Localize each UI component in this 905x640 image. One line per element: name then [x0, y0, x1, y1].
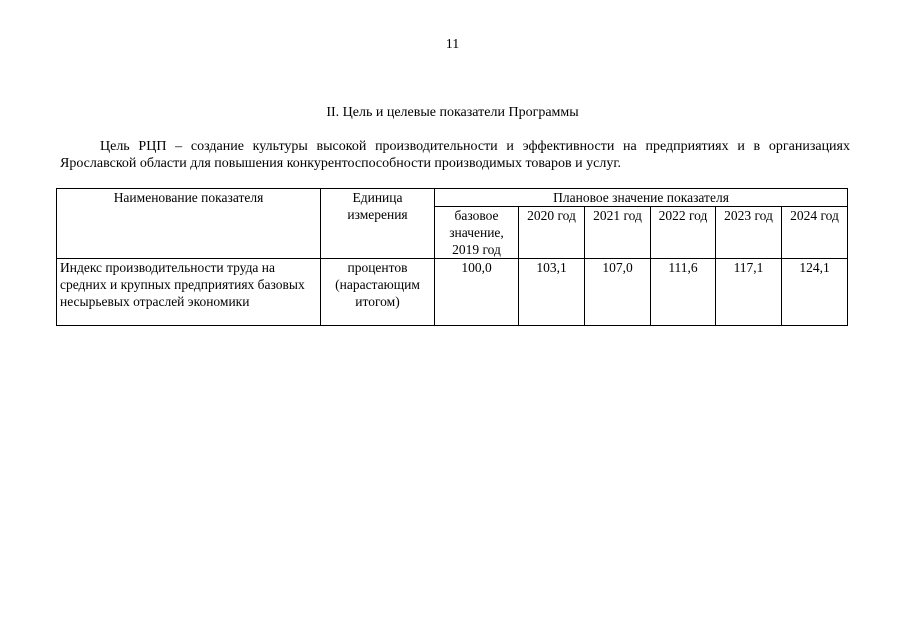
header-2021: 2021 год — [585, 207, 651, 259]
value-2021: 107,0 — [585, 259, 651, 326]
table-row — [57, 259, 848, 326]
value-2022: 111,6 — [651, 259, 716, 326]
value-2023: 117,1 — [716, 259, 782, 326]
section-title: II. Цель и целевые показатели Программы — [326, 105, 579, 120]
header-name: Наименование показателя — [57, 189, 321, 259]
header-unit: Единица измерения — [321, 189, 435, 259]
table-header-row — [57, 189, 848, 207]
header-2023: 2023 год — [716, 207, 782, 259]
value-2020: 103,1 — [519, 259, 585, 326]
header-2020: 2020 год — [519, 207, 585, 259]
value-2024: 124,1 — [782, 259, 848, 326]
indicator-unit: процентов (нарастающим итогом) — [321, 259, 435, 326]
header-base: базовое значение, 2019 год — [435, 207, 519, 259]
header-2022: 2022 год — [651, 207, 716, 259]
goal-paragraph: Цель РЦП – создание культуры высокой производительности и эффективности на предприятиях и в организациях Ярославской области для повышения конкурентоспособности производимых товаров и услуг. — [60, 139, 850, 171]
value-base: 100,0 — [435, 259, 519, 326]
indicators-table — [56, 188, 848, 326]
header-2024: 2024 год — [782, 207, 848, 259]
indicator-name: Индекс производительности труда на средних и крупных предприятиях базовых несырьевых отраслей экономики — [57, 259, 321, 326]
header-planned: Плановое значение показателя — [435, 189, 848, 207]
page-number: 11 — [445, 37, 460, 52]
